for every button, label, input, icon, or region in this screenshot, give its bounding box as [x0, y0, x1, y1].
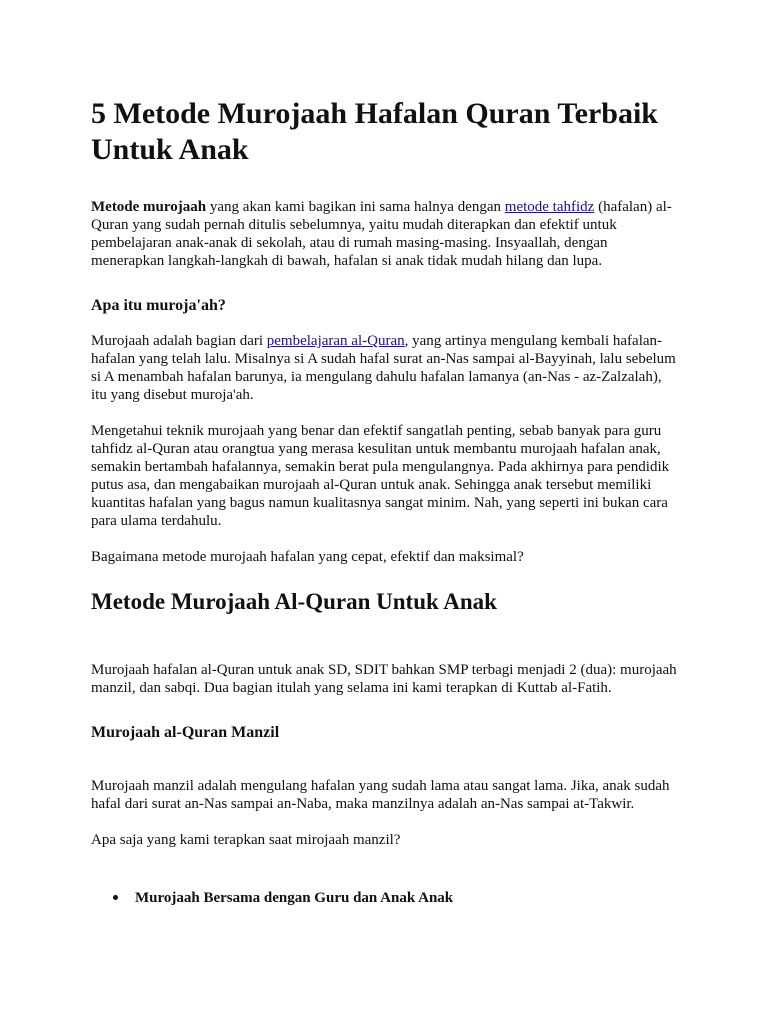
metode-tahfidz-link[interactable]: metode tahfidz	[504, 199, 595, 215]
section-heading-metode: Metode Murojaah Al-Quran Untuk Anak	[91, 589, 497, 614]
intro-text-2: (hafalan) al-Quran yang sudah pernah ditulis sebelumnya, yaitu mudah diterapkan dan efektif untuk pembelajaran anak-anak di sekolah, atau di rumah masing-masing. Insyaallah, dengan menerapkan langkah-langkah di bawah, hafalan si anak tidak mudah hilang dan lupa.	[91, 199, 672, 269]
manzil-question-paragraph: Apa saja yang kami terapkan saat mirojaah manzil?	[91, 832, 401, 848]
definition-paragraph	[91, 332, 681, 404]
bullet-icon	[113, 895, 118, 900]
definition-text-1: Murojaah adalah bagian dari	[91, 333, 267, 349]
manzil-paragraph: Murojaah manzil adalah mengulang hafalan yang sudah lama atau sangat lama. Jika, anak sudah hafal dari surat an-Nas sampai an-Naba, maka manzilnya adalah an-Nas sampai at-Takwir.	[91, 778, 670, 812]
section-heading-manzil: Murojaah al-Quran Manzil	[91, 724, 280, 741]
intro-text-1: yang akan kami bagikan ini sama halnya dengan	[206, 199, 505, 215]
intro-bold-lead: Metode murojaah	[91, 199, 207, 215]
importance-paragraph: Mengetahui teknik murojaah yang benar dan efektif sangatlah penting, sebab banyak para guru tahfidz al-Quran atau orangtua yang merasa kesulitan untuk membantu murojaah hafalan anak, semakin bertambah hafalannya, semakin berat pula mengulangnya. Pada akhirnya para pendidik putus asa, dan mengabaikan murojaah al-Quran untuk anak. Sehingga anak tersebut memiliki kuantitas hafalan yang bagus namun kualitasnya sangat minim. Nah, yang seperti ini bukan cara para ulama terdahulu.	[91, 423, 670, 529]
metode-paragraph: Murojaah hafalan al-Quran untuk anak SD, SDIT bahkan SMP terbagi menjadi 2 (dua): murojaah manzil, dan sabqi. Dua bagian itulah yang selama ini kami terapkan di Kuttab al-Fatih.	[91, 662, 677, 696]
question-paragraph: Bagaimana metode murojaah hafalan yang cepat, efektif dan maksimal?	[91, 549, 524, 565]
article-body	[91, 96, 681, 907]
article-title: 5 Metode Murojaah Hafalan Quran Terbaik Untuk Anak	[91, 97, 658, 166]
method-list	[91, 889, 681, 907]
list-item	[91, 889, 681, 907]
definition-text-2: , yang artinya mengulang kembali hafalan-hafalan yang telah lalu. Misalnya si A sudah hafal surat an-Nas sampai al-Bayyinah, lalu sebelum si A menambah hafalan barunya, ia mengulang dahulu hafalan lamanya (an-Nas - az-Zalzalah), itu yang disebut muroja'ah.	[91, 333, 676, 403]
pembelajaran-quran-link[interactable]: pembelajaran al-Quran	[266, 333, 405, 349]
list-item-label: Murojaah Bersama dengan Guru dan Anak Anak	[135, 890, 454, 906]
section-heading-apa-itu: Apa itu muroja'ah?	[91, 297, 226, 314]
intro-paragraph	[91, 198, 681, 270]
